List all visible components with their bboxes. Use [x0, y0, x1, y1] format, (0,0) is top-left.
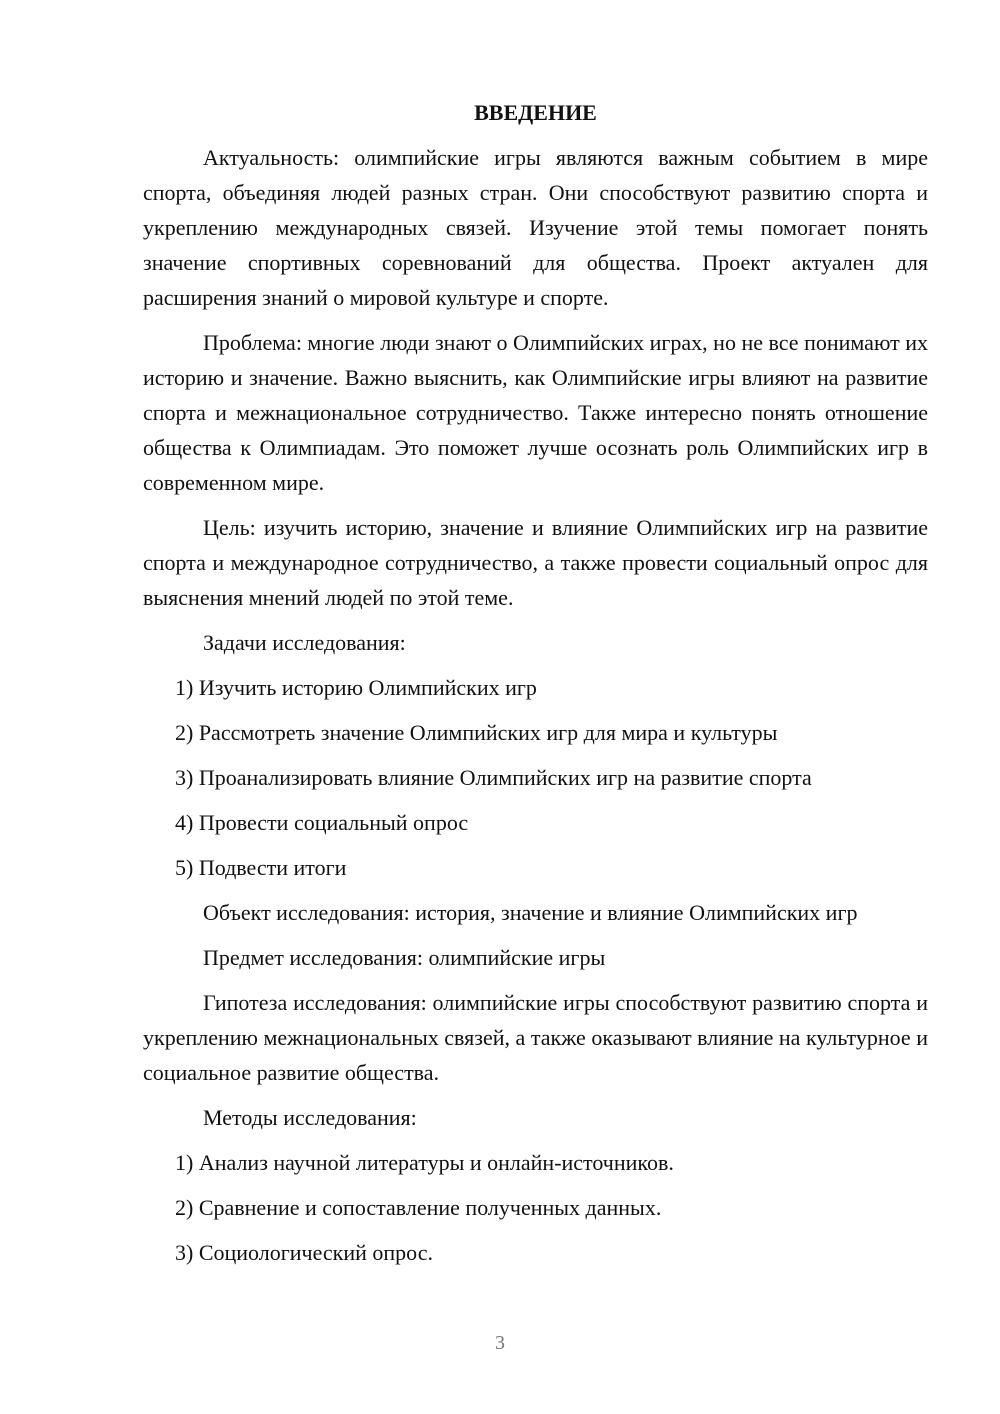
page-number: 3 [495, 1332, 505, 1354]
page-title: ВВЕДЕНИЕ [474, 100, 597, 125]
task-item-1: 1) Изучить историю Олимпийских игр [175, 675, 537, 700]
actuality-paragraph: Актуальность: олимпийские игры являются важным событием в мире спорта, объединяя людей разных стран. Они способствуют развитию спорта и укреплению международных связей. Изучение этой темы помогает понять значение спортивных соревнований для общества. Проект актуален для расширения знаний о мировой культуре и спорте. [143, 145, 928, 310]
goal-paragraph: Цель: изучить историю, значение и влияние Олимпийских игр на развитие спорта и международное сотрудничество, а также провести социальный опрос для выяснения мнений людей по этой теме. [143, 515, 928, 610]
task-item-2: 2) Рассмотреть значение Олимпийских игр для мира и культуры [175, 720, 778, 745]
subject-paragraph: Предмет исследования: олимпийские игры [203, 945, 606, 970]
task-item-5: 5) Подвести итоги [175, 855, 347, 880]
method-item-3: 3) Социологический опрос. [175, 1240, 433, 1265]
method-item-1: 1) Анализ научной литературы и онлайн-источников. [175, 1150, 674, 1175]
task-item-4: 4) Провести социальный опрос [175, 810, 469, 835]
object-paragraph: Объект исследования: история, значение и влияние Олимпийских игр [203, 900, 858, 925]
task-item-3: 3) Проанализировать влияние Олимпийских игр на развитие спорта [175, 765, 812, 790]
hypothesis-paragraph: Гипотеза исследования: олимпийские игры способствуют развитию спорта и укреплению межнациональных связей, а также оказывают влияние на культурное и социальное развитие общества. [143, 990, 928, 1085]
problem-paragraph: Проблема: многие люди знают о Олимпийских играх, но не все понимают их историю и значение. Важно выяснить, как Олимпийские игры влияют на развитие спорта и межнациональное сотрудничество. Также интересно понять отношение общества к Олимпиадам. Это поможет лучше осознать роль Олимпийских игр в современном мире. [143, 330, 928, 495]
methods-heading: Методы исследования: [203, 1105, 417, 1130]
method-item-2: 2) Сравнение и сопоставление полученных данных. [175, 1195, 662, 1220]
tasks-heading: Задачи исследования: [203, 630, 406, 655]
document-page [143, 95, 928, 1280]
